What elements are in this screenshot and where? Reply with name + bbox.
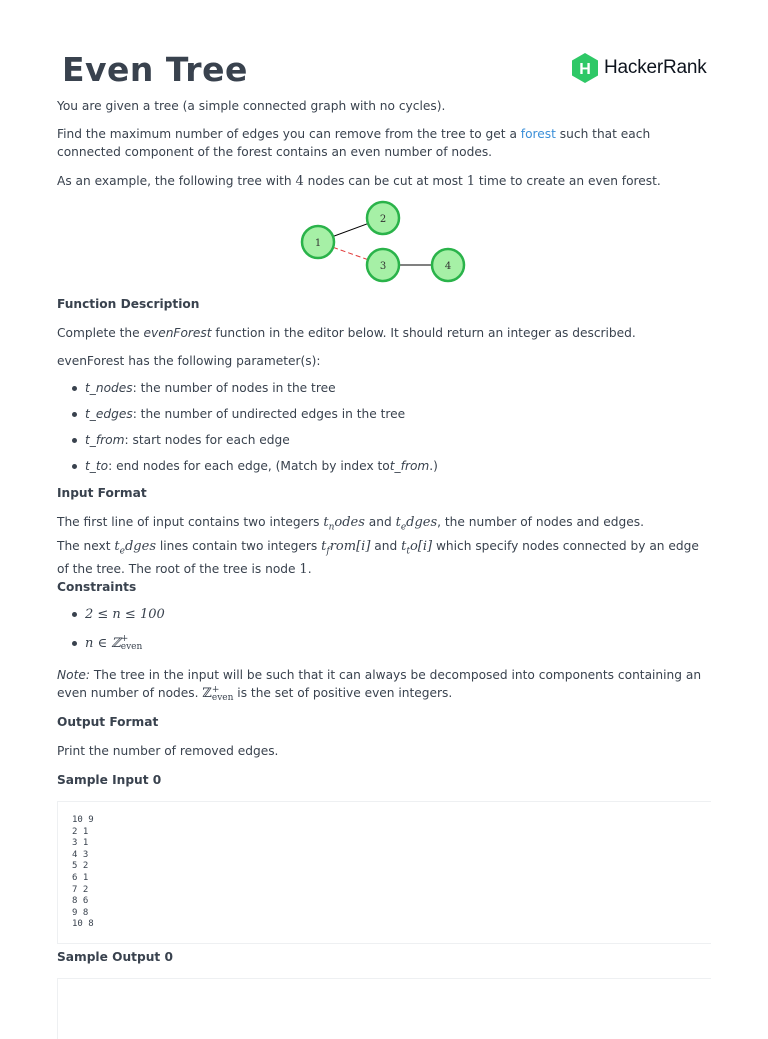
- svg-text:3: 3: [379, 261, 387, 272]
- logo-text: HackerRank: [604, 57, 707, 78]
- svg-text:4: 4: [444, 261, 452, 272]
- tree-node-1: [302, 226, 334, 258]
- svg-text:2: 2: [379, 214, 387, 225]
- sample-input-code: [72, 815, 94, 931]
- sample-output-heading: Sample Output 0: [57, 950, 173, 964]
- example-text: As an example, the following tree with 4 nodes can be cut at most 1 time to create an even forest.: [57, 174, 661, 189]
- sample-input-line: 4 3: [72, 849, 89, 860]
- tree-node-3: [367, 249, 399, 281]
- sample-input-line: 6 1: [72, 872, 89, 883]
- sample-input-line: 10 9: [72, 815, 94, 825]
- param-item: t_nodes : the number of nodes in the tree: [72, 381, 336, 395]
- tree-node-2: [367, 202, 399, 234]
- params-heading: evenForest has the following parameter(s):: [57, 354, 321, 368]
- function-description-heading: Function Description: [57, 297, 200, 311]
- sample-input-line: 2 1: [72, 826, 89, 837]
- find-text: Find the maximum number of edges you can remove from the tree to get a forest such that each connected component of the forest contains an even number of nodes.: [57, 127, 651, 159]
- logo-letter: H: [579, 61, 591, 78]
- sample-input-box[interactable]: [57, 801, 711, 944]
- constraint-item: 2 ≤ n ≤ 100: [72, 607, 165, 622]
- param-item: t_edges : the number of undirected edges in the tree: [72, 407, 405, 421]
- param-item: t_from : start nodes for each edge: [72, 433, 290, 447]
- note-text: Note: The tree in the input will be such that it can always be decomposed into components containing an even number of nodes. ℤ + even is the set of positive even integers.: [57, 668, 702, 703]
- output-format-heading: Output Format: [57, 715, 159, 729]
- function-description-text: Complete the evenForest function in the editor below. It should return an integer as described.: [57, 326, 636, 340]
- param-item: t_to : end nodes for each edge, (Match by index to t_from .): [72, 459, 438, 473]
- constraint-item: n ∈ ℤ + even: [72, 635, 142, 651]
- forest-link[interactable]: forest: [520, 127, 556, 141]
- tree-node-4: [432, 249, 464, 281]
- sample-output-box[interactable]: [57, 978, 711, 1039]
- svg-text:1: 1: [314, 238, 322, 249]
- input-format-text: The first line of input contains two integers $t_nodes$ and $t_edges$, the number of nodes and edges. The next $t_edges$ lines contain two integers $t_from[i]$ and $t_to[i]$ which specify nodes connected by an edge of the tree. The root of the tree is node 1.: [57, 515, 699, 578]
- input-format-heading: Input Format: [57, 486, 147, 500]
- sample-input-line: 10 8: [72, 919, 94, 930]
- hackerrank-logo[interactable]: [570, 52, 707, 84]
- sample-input-line: 7 2: [72, 884, 89, 895]
- tree-diagram: [295, 200, 475, 286]
- constraints-heading: Constraints: [57, 580, 137, 594]
- sample-input-line: 9 8: [72, 907, 89, 918]
- page-title: Even Tree: [62, 50, 248, 89]
- sample-input-line: 3 1: [72, 838, 89, 849]
- sample-input-line: 8 6: [72, 896, 89, 907]
- intro-text: You are given a tree (a simple connected graph with no cycles).: [57, 99, 446, 113]
- hackerrank-hex-icon: [570, 52, 600, 84]
- output-format-text: Print the number of removed edges.: [57, 744, 279, 758]
- sample-input-line: 5 2: [72, 861, 89, 872]
- sample-input-heading: Sample Input 0: [57, 773, 162, 787]
